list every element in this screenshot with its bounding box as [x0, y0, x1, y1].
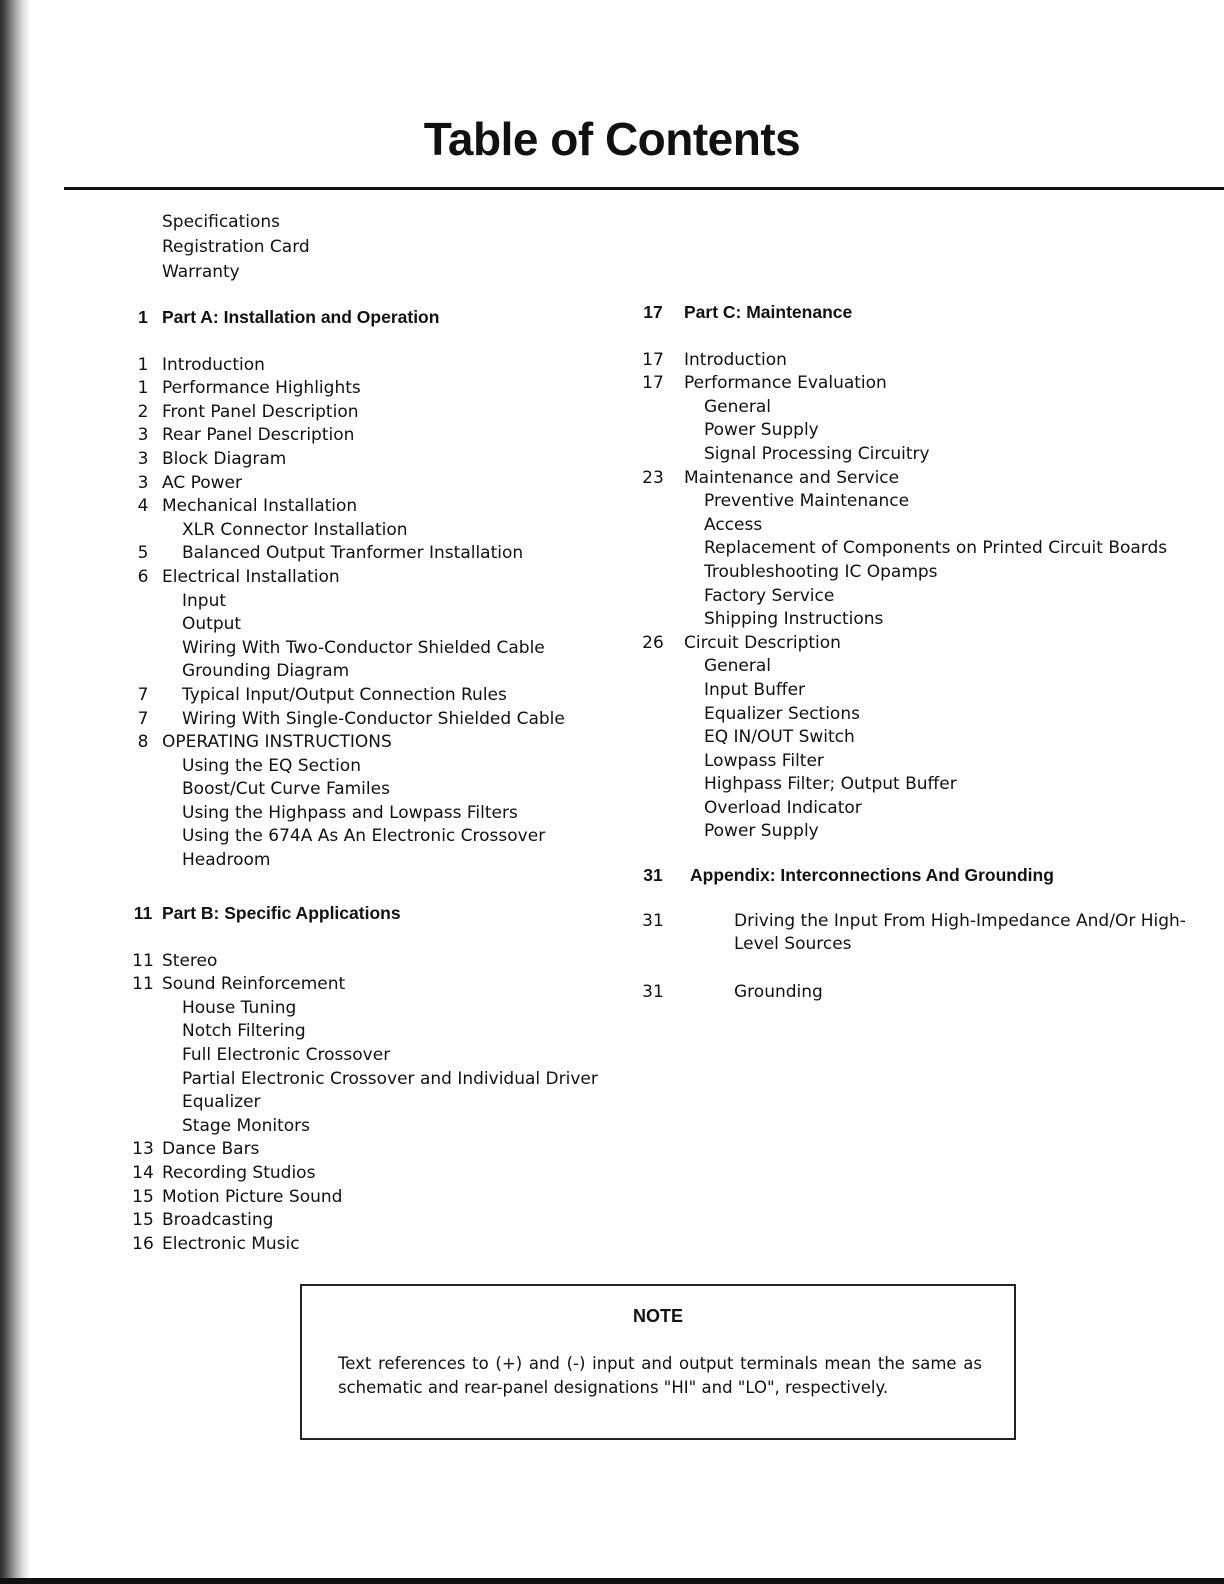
toc-entry-label: Grounding Diagram — [182, 661, 350, 682]
toc-entry-label: Power Supply — [704, 821, 819, 842]
toc-entry — [130, 708, 630, 732]
toc-entry-label: General — [704, 396, 771, 417]
toc-page-number: 17 — [642, 373, 664, 394]
toc-entry-label: Equalizer — [182, 1092, 261, 1113]
toc-entry — [640, 797, 1220, 821]
toc-entry — [130, 519, 630, 543]
toc-entry — [130, 448, 630, 472]
toc-entry — [130, 731, 630, 755]
toc-page-number: 31 — [642, 910, 664, 931]
part-c-section — [640, 301, 1220, 1004]
toc-entry-label: Circuit Description — [684, 632, 841, 653]
toc-entry-label: Dance Bars — [162, 1139, 260, 1160]
toc-entry-label: Notch Filtering — [182, 1021, 306, 1042]
toc-entry — [640, 396, 1220, 420]
toc-entry — [640, 514, 1220, 538]
part-b-section — [130, 902, 630, 1256]
toc-entry — [130, 997, 630, 1021]
front-matter-item: Warranty — [162, 262, 240, 282]
toc-entry-label: Troubleshooting IC Opamps — [704, 561, 938, 582]
front-matter-list — [162, 210, 310, 285]
toc-entry-label: Highpass Filter; Output Buffer — [704, 774, 957, 795]
title-rule — [64, 187, 1224, 190]
toc-entry-label: Overload Indicator — [704, 797, 862, 818]
toc-entry-label: Using the 674A As An Electronic Crossover — [182, 826, 546, 847]
toc-entry — [130, 637, 630, 661]
toc-page-number: 1 — [137, 378, 149, 399]
toc-entry — [640, 820, 1220, 844]
toc-entry — [640, 773, 1220, 797]
toc-entry — [130, 495, 630, 519]
appendix-heading — [640, 864, 1220, 888]
toc-entry-label: Using the Highpass and Lowpass Filters — [182, 802, 518, 823]
toc-entry-label: Mechanical Installation — [162, 496, 358, 517]
toc-entry — [130, 1068, 630, 1092]
toc-entry — [640, 679, 1220, 703]
toc-entry — [130, 1186, 630, 1210]
toc-entry-label: Lowpass Filter — [704, 750, 824, 771]
toc-entry-label: Wiring With Two-Conductor Shielded Cable — [182, 637, 545, 658]
toc-entry-label: Output — [182, 614, 242, 635]
toc-entry — [640, 750, 1220, 774]
toc-entry-label: Recording Studios — [162, 1162, 316, 1183]
toc-heading-label: Part C: Maintenance — [684, 302, 853, 322]
toc-entry — [130, 684, 630, 708]
toc-entry-label: Input — [182, 590, 227, 611]
toc-entry — [640, 655, 1220, 679]
toc-entry-label: Replacement of Components on Printed Circuit Boards — [704, 538, 1168, 559]
toc-page-number: 11 — [132, 974, 154, 995]
toc-entry — [130, 1209, 630, 1233]
toc-page-number: 13 — [132, 1139, 154, 1160]
part-a-heading — [130, 306, 630, 330]
toc-entry — [640, 490, 1220, 514]
toc-entry — [130, 1044, 630, 1068]
toc-page-number: 4 — [137, 496, 149, 517]
toc-page-number: 16 — [132, 1233, 154, 1254]
toc-entry-label: Input Buffer — [704, 679, 806, 700]
toc-entry — [640, 537, 1220, 561]
toc-page-number: 6 — [137, 566, 149, 587]
toc-entry — [130, 1138, 630, 1162]
toc-page-number: 7 — [137, 708, 149, 729]
part-c-entries — [640, 349, 1220, 844]
toc-entry-label: Motion Picture Sound — [162, 1186, 343, 1207]
toc-entry — [130, 1115, 630, 1139]
toc-entry-label: Stereo — [162, 950, 218, 971]
toc-page-number: 31 — [643, 865, 663, 886]
toc-entry — [130, 778, 630, 802]
toc-entry — [130, 660, 630, 684]
toc-entry-label: General — [704, 656, 771, 677]
toc-page-number: 2 — [137, 401, 149, 422]
toc-entry-label: Electrical Installation — [162, 566, 340, 587]
toc-entry — [640, 467, 1220, 491]
toc-entry — [130, 950, 630, 974]
toc-page-number: 26 — [642, 632, 664, 653]
toc-entry-label: Driving the Input From High-Impedance And/Or High-Level Sources — [734, 910, 1186, 955]
toc-entry-label: Broadcasting — [162, 1210, 274, 1231]
toc-entry — [130, 566, 630, 590]
appendix-entry — [640, 981, 1220, 1005]
toc-page-number: 3 — [137, 472, 149, 493]
toc-entry — [130, 1233, 630, 1257]
toc-heading-label: Part B: Specific Applications — [162, 903, 401, 923]
toc-entry-label: EQ IN/OUT Switch — [704, 727, 855, 748]
scan-edge-shadow — [0, 0, 30, 1584]
toc-entry — [640, 632, 1220, 656]
toc-page-number: 17 — [643, 302, 663, 322]
toc-entry-label: Performance Evaluation — [684, 373, 887, 394]
toc-entry-label: XLR Connector Installation — [182, 519, 408, 540]
toc-page-number: 11 — [133, 903, 153, 923]
toc-page-number: 5 — [137, 543, 149, 564]
toc-entry — [640, 349, 1220, 373]
part-b-heading — [130, 902, 630, 926]
toc-entry — [130, 377, 630, 401]
toc-entry — [130, 973, 630, 997]
front-matter-item: Registration Card — [162, 237, 310, 257]
toc-page-number: 31 — [642, 981, 664, 1002]
toc-entry-label: Equalizer Sections — [704, 703, 860, 724]
toc-entry — [640, 561, 1220, 585]
toc-heading-label: Appendix: Interconnections And Grounding — [690, 865, 1054, 886]
toc-entry-label: Boost/Cut Curve Familes — [182, 779, 390, 800]
toc-page-number: 14 — [132, 1162, 154, 1183]
toc-entry — [640, 585, 1220, 609]
toc-entry-label: Electronic Music — [162, 1233, 300, 1254]
toc-entry-label: Wiring With Single-Conductor Shielded Cable — [182, 708, 565, 729]
toc-entry — [640, 726, 1220, 750]
toc-entry-label: House Tuning — [182, 997, 297, 1018]
toc-entry — [640, 419, 1220, 443]
toc-page-number: 1 — [137, 354, 149, 375]
toc-entry-label: Introduction — [162, 354, 265, 375]
toc-entry — [130, 542, 630, 566]
toc-entry-label: Factory Service — [704, 585, 835, 606]
toc-entry-label: Maintenance and Service — [684, 467, 900, 488]
toc-entry — [130, 755, 630, 779]
toc-entry — [130, 354, 630, 378]
toc-entry-label: Signal Processing Circuitry — [704, 443, 930, 464]
toc-entry — [130, 1091, 630, 1115]
toc-entry — [640, 608, 1220, 632]
toc-entry-label: Block Diagram — [162, 448, 287, 469]
toc-page-number: 17 — [642, 349, 664, 370]
toc-entry-label: Partial Electronic Crossover and Individual Driver — [182, 1068, 598, 1089]
toc-heading-label: Part A: Installation and Operation — [162, 307, 440, 327]
toc-entry-label: Grounding — [734, 981, 823, 1002]
part-a-section — [130, 306, 630, 873]
toc-entry-label: Shipping Instructions — [704, 609, 884, 630]
note-text: Text references to (+) and (-) input and output terminals mean the same as schematic and rear-panel designations "HI" and "LO", respectively. — [338, 1354, 982, 1397]
toc-entry-label: Front Panel Description — [162, 401, 359, 422]
bottom-edge — [0, 1578, 1224, 1584]
toc-entry-label: Typical Input/Output Connection Rules — [182, 684, 507, 705]
part-a-entries — [130, 354, 630, 873]
toc-entry — [130, 849, 630, 873]
front-matter-item: Specifications — [162, 212, 281, 232]
toc-entry-label: Power Supply — [704, 420, 819, 441]
toc-entry — [130, 1020, 630, 1044]
toc-entry-label: Introduction — [684, 349, 787, 370]
toc-page-number: 7 — [137, 684, 149, 705]
toc-entry — [130, 401, 630, 425]
toc-entry-label: Full Electronic Crossover — [182, 1044, 391, 1065]
toc-entry — [640, 372, 1220, 396]
toc-entry-label: Stage Monitors — [182, 1115, 311, 1136]
toc-entry — [130, 825, 630, 849]
toc-page-number: 8 — [137, 732, 149, 753]
toc-entry-label: Performance Highlights — [162, 378, 361, 399]
toc-page-number: 1 — [138, 307, 148, 327]
toc-entry — [130, 802, 630, 826]
toc-entry-label: Access — [704, 514, 763, 535]
toc-entry-label: Balanced Output Tranformer Installation — [182, 543, 524, 564]
toc-entry — [130, 472, 630, 496]
toc-entry-label: OPERATING INSTRUCTIONS — [162, 732, 392, 753]
toc-page-number: 3 — [137, 448, 149, 469]
page-title: Table of Contents — [423, 113, 801, 165]
part-b-entries — [130, 950, 630, 1257]
appendix-entry — [640, 910, 1220, 957]
toc-entry-label: Sound Reinforcement — [162, 974, 346, 995]
toc-page-number: 23 — [642, 467, 664, 488]
toc-entry-label: Preventive Maintenance — [704, 491, 910, 512]
toc-page-number: 11 — [132, 950, 154, 971]
toc-entry-label: Rear Panel Description — [162, 425, 355, 446]
note-title: NOTE — [632, 1306, 683, 1326]
note-box — [300, 1284, 1016, 1440]
toc-entry — [130, 613, 630, 637]
toc-page-number: 15 — [132, 1186, 154, 1207]
toc-entry — [640, 443, 1220, 467]
toc-entry — [130, 590, 630, 614]
toc-entry — [640, 703, 1220, 727]
toc-entry-label: AC Power — [162, 472, 243, 493]
toc-page-number: 15 — [132, 1210, 154, 1231]
toc-entry-label: Using the EQ Section — [182, 755, 361, 776]
toc-entry — [130, 1162, 630, 1186]
part-c-heading — [640, 301, 1220, 325]
toc-entry-label: Headroom — [182, 850, 271, 871]
toc-page-number: 3 — [137, 425, 149, 446]
toc-entry — [130, 424, 630, 448]
